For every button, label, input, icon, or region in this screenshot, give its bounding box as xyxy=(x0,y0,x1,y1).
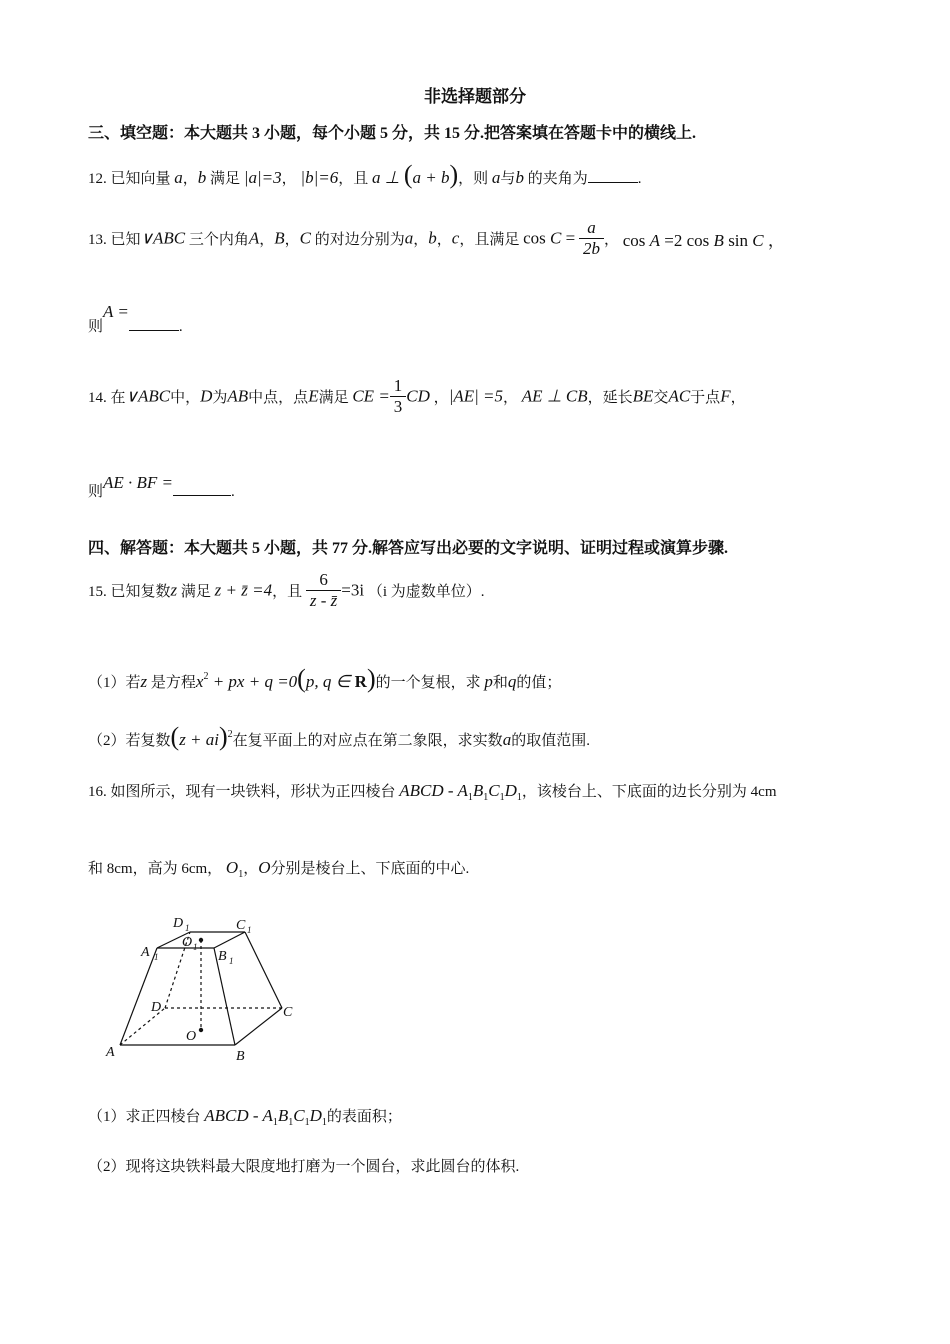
label-C1: C xyxy=(236,918,246,933)
label-B1: B xyxy=(218,949,227,964)
q14-ze: 则 xyxy=(88,484,104,500)
question-16-line-2: 和 8cm，高为 6cm， $O_1$，O分别是棱台上、下底面的中心. xyxy=(88,858,470,880)
q14-text: 满足 xyxy=(318,390,349,406)
q15-text: ，且 xyxy=(272,584,303,600)
q12-text: ，则 xyxy=(458,171,489,187)
section-3-heading: 三、填空题：本大题共 3 小题，每个小题 5 分，共 15 分.把答案填在答题卡中的横线上. xyxy=(88,125,697,142)
q14-lead: 14. 在 xyxy=(88,390,126,406)
label-sub: 1 xyxy=(247,925,252,935)
question-14: 14. 在∨ABC中，D为AB中点，点E满足 CE = $\frac{1}{3}$ CD ，|AE| =5， AE ⊥ CB，延长BE交AC于点F， xyxy=(88,376,746,416)
q13-text: ，且满足 xyxy=(459,232,520,248)
answer-blank[interactable] xyxy=(129,316,179,331)
q16-p1: （1）求正四棱台 xyxy=(88,1109,201,1125)
q15-p1: 的值； xyxy=(516,675,562,691)
q12-text: 满足 xyxy=(210,171,241,187)
q13-ze: 则 xyxy=(88,319,104,335)
answer-blank[interactable] xyxy=(588,168,638,183)
q12-end: . xyxy=(637,171,642,187)
q12-text: ，且 xyxy=(338,171,369,187)
q15-text: 满足 xyxy=(180,584,211,600)
label-A1: A xyxy=(141,945,150,960)
q16-text: ，该棱台上、下底面的边长分别为 4cm xyxy=(521,784,777,800)
q15-p2: 的取值范围. xyxy=(511,733,590,749)
q12-lead: 12. 已知向量 xyxy=(88,171,171,187)
q15-p1: 和 xyxy=(492,675,508,691)
q14-text: 为 xyxy=(212,390,228,406)
label-O1: O xyxy=(182,935,193,950)
q14-text: 延长 xyxy=(602,390,633,406)
question-13: 13. 已知∨ABC 三个内角A，B，C 的对边分别为a，b，c，且满足 cos C = $\frac{a}{2b}$ ， cos A =2 cos B sin C ， xyxy=(88,218,785,258)
vector-a: a xyxy=(174,168,183,187)
question-14-answer: 则AE · BF = . xyxy=(88,473,235,500)
question-16-part-2: （2）现将这块铁料最大限度地打磨为一个圆台，求此圆台的体积. xyxy=(88,1159,520,1175)
q15-p1: 的一个复根，求 xyxy=(375,675,481,691)
q15-fraction: $\frac{6}{z - z̄}$ xyxy=(306,570,341,611)
label-C: C xyxy=(283,1005,293,1020)
section-title: 非选择题部分 xyxy=(424,87,526,106)
answer-blank[interactable] xyxy=(173,481,231,496)
q12-cond2: |b| xyxy=(300,168,319,187)
q14-text: 交 xyxy=(653,390,669,406)
q13-condition: cos A =2 cos B sin C ， xyxy=(622,231,785,250)
q12-text: 的夹角为 xyxy=(527,171,588,187)
q15-p2: （2）若复数 xyxy=(88,733,171,749)
q15-p2: 在复平面上的对应点在第二象限，求实数 xyxy=(232,733,503,749)
label-sub: 1 xyxy=(154,952,159,962)
vector-b: b xyxy=(197,168,207,187)
label-sub: 1 xyxy=(229,956,234,966)
question-16-part-1: （1）求正四棱台 ABCD - $A_1B_1C_1D_1$的表面积； xyxy=(88,1106,402,1128)
q13-text: 三个内角 xyxy=(188,232,249,248)
label-sub: 1 xyxy=(193,942,198,952)
section-4-heading: 四、解答题：本大题共 5 小题，共 77 分.解答应写出必要的文字说明、证明过程或演算步骤. xyxy=(88,540,729,557)
q14-text: 于点 xyxy=(690,390,721,406)
q15-lead: 15. 已知复数 xyxy=(88,584,171,600)
q13-end: . xyxy=(178,319,183,335)
question-16: 16. 如图所示，现有一块铁料，形状为正四棱台 ABCD - $A_1B_1C_1D_1$，该棱台上、下底面的边长分别为 4cm xyxy=(88,781,777,803)
question-15-part-1: （1）若z 是方程$x^2$ + px + q =0(p, q ∈ R)的一个复根，求 p和q的值； xyxy=(88,664,562,693)
question-15: 15. 已知复数z 满足 z + z̄ =4，且 $\frac{6}{z - z̄}$ =3i （i 为虚数单位）. xyxy=(88,570,485,610)
q12-cond1: |a| xyxy=(243,168,262,187)
frustum-figure xyxy=(100,910,310,1070)
q13-fraction: $\frac{a}{2b}$ xyxy=(579,218,604,259)
label-B: B xyxy=(236,1049,245,1064)
question-13-answer: 则A =. xyxy=(88,302,183,335)
center-o-point xyxy=(199,1028,203,1032)
q16-p1: 的表面积； xyxy=(326,1109,402,1125)
label-sub: 1 xyxy=(185,923,190,933)
label-D: D xyxy=(151,1000,162,1015)
center-o1-point xyxy=(199,938,203,942)
q16-lead: 16. 如图所示，现有一块铁料，形状为正四棱台 xyxy=(88,784,396,800)
q13-text: 的对边分别为 xyxy=(314,232,405,248)
q16-text: 和 8cm，高为 6cm， xyxy=(88,861,223,877)
q16-text: 分别是棱台上、下底面的中心. xyxy=(270,861,470,877)
question-12: 12. 已知向量 a，b 满足 |a|=3， |b|=6，且 a ⊥ (a + b)，则 a与b 的夹角为 . xyxy=(88,160,642,189)
q15-text: （i 为虚数单位）. xyxy=(367,584,485,600)
q14-end: . xyxy=(231,484,235,500)
label-A: A xyxy=(106,1045,115,1060)
q14-text: 中点，点 xyxy=(248,390,309,406)
question-15-part-2: （2）若复数(z + ai)$^2$在复平面上的对应点在第二象限，求实数a的取值范围. xyxy=(88,722,590,751)
q12-cond3: a ⊥ (a + b) xyxy=(372,160,459,189)
q15-p1: 是方程 xyxy=(150,675,196,691)
q13-lead: 13. 已知 xyxy=(88,232,141,248)
q14-fraction: $\frac{1}{3}$ xyxy=(390,376,407,417)
q15-p1: （1）若 xyxy=(88,675,141,691)
q14-text: 中， xyxy=(170,390,201,406)
label-D1: D xyxy=(173,916,184,931)
q12-text: 与 xyxy=(500,171,516,187)
label-O: O xyxy=(186,1029,197,1044)
